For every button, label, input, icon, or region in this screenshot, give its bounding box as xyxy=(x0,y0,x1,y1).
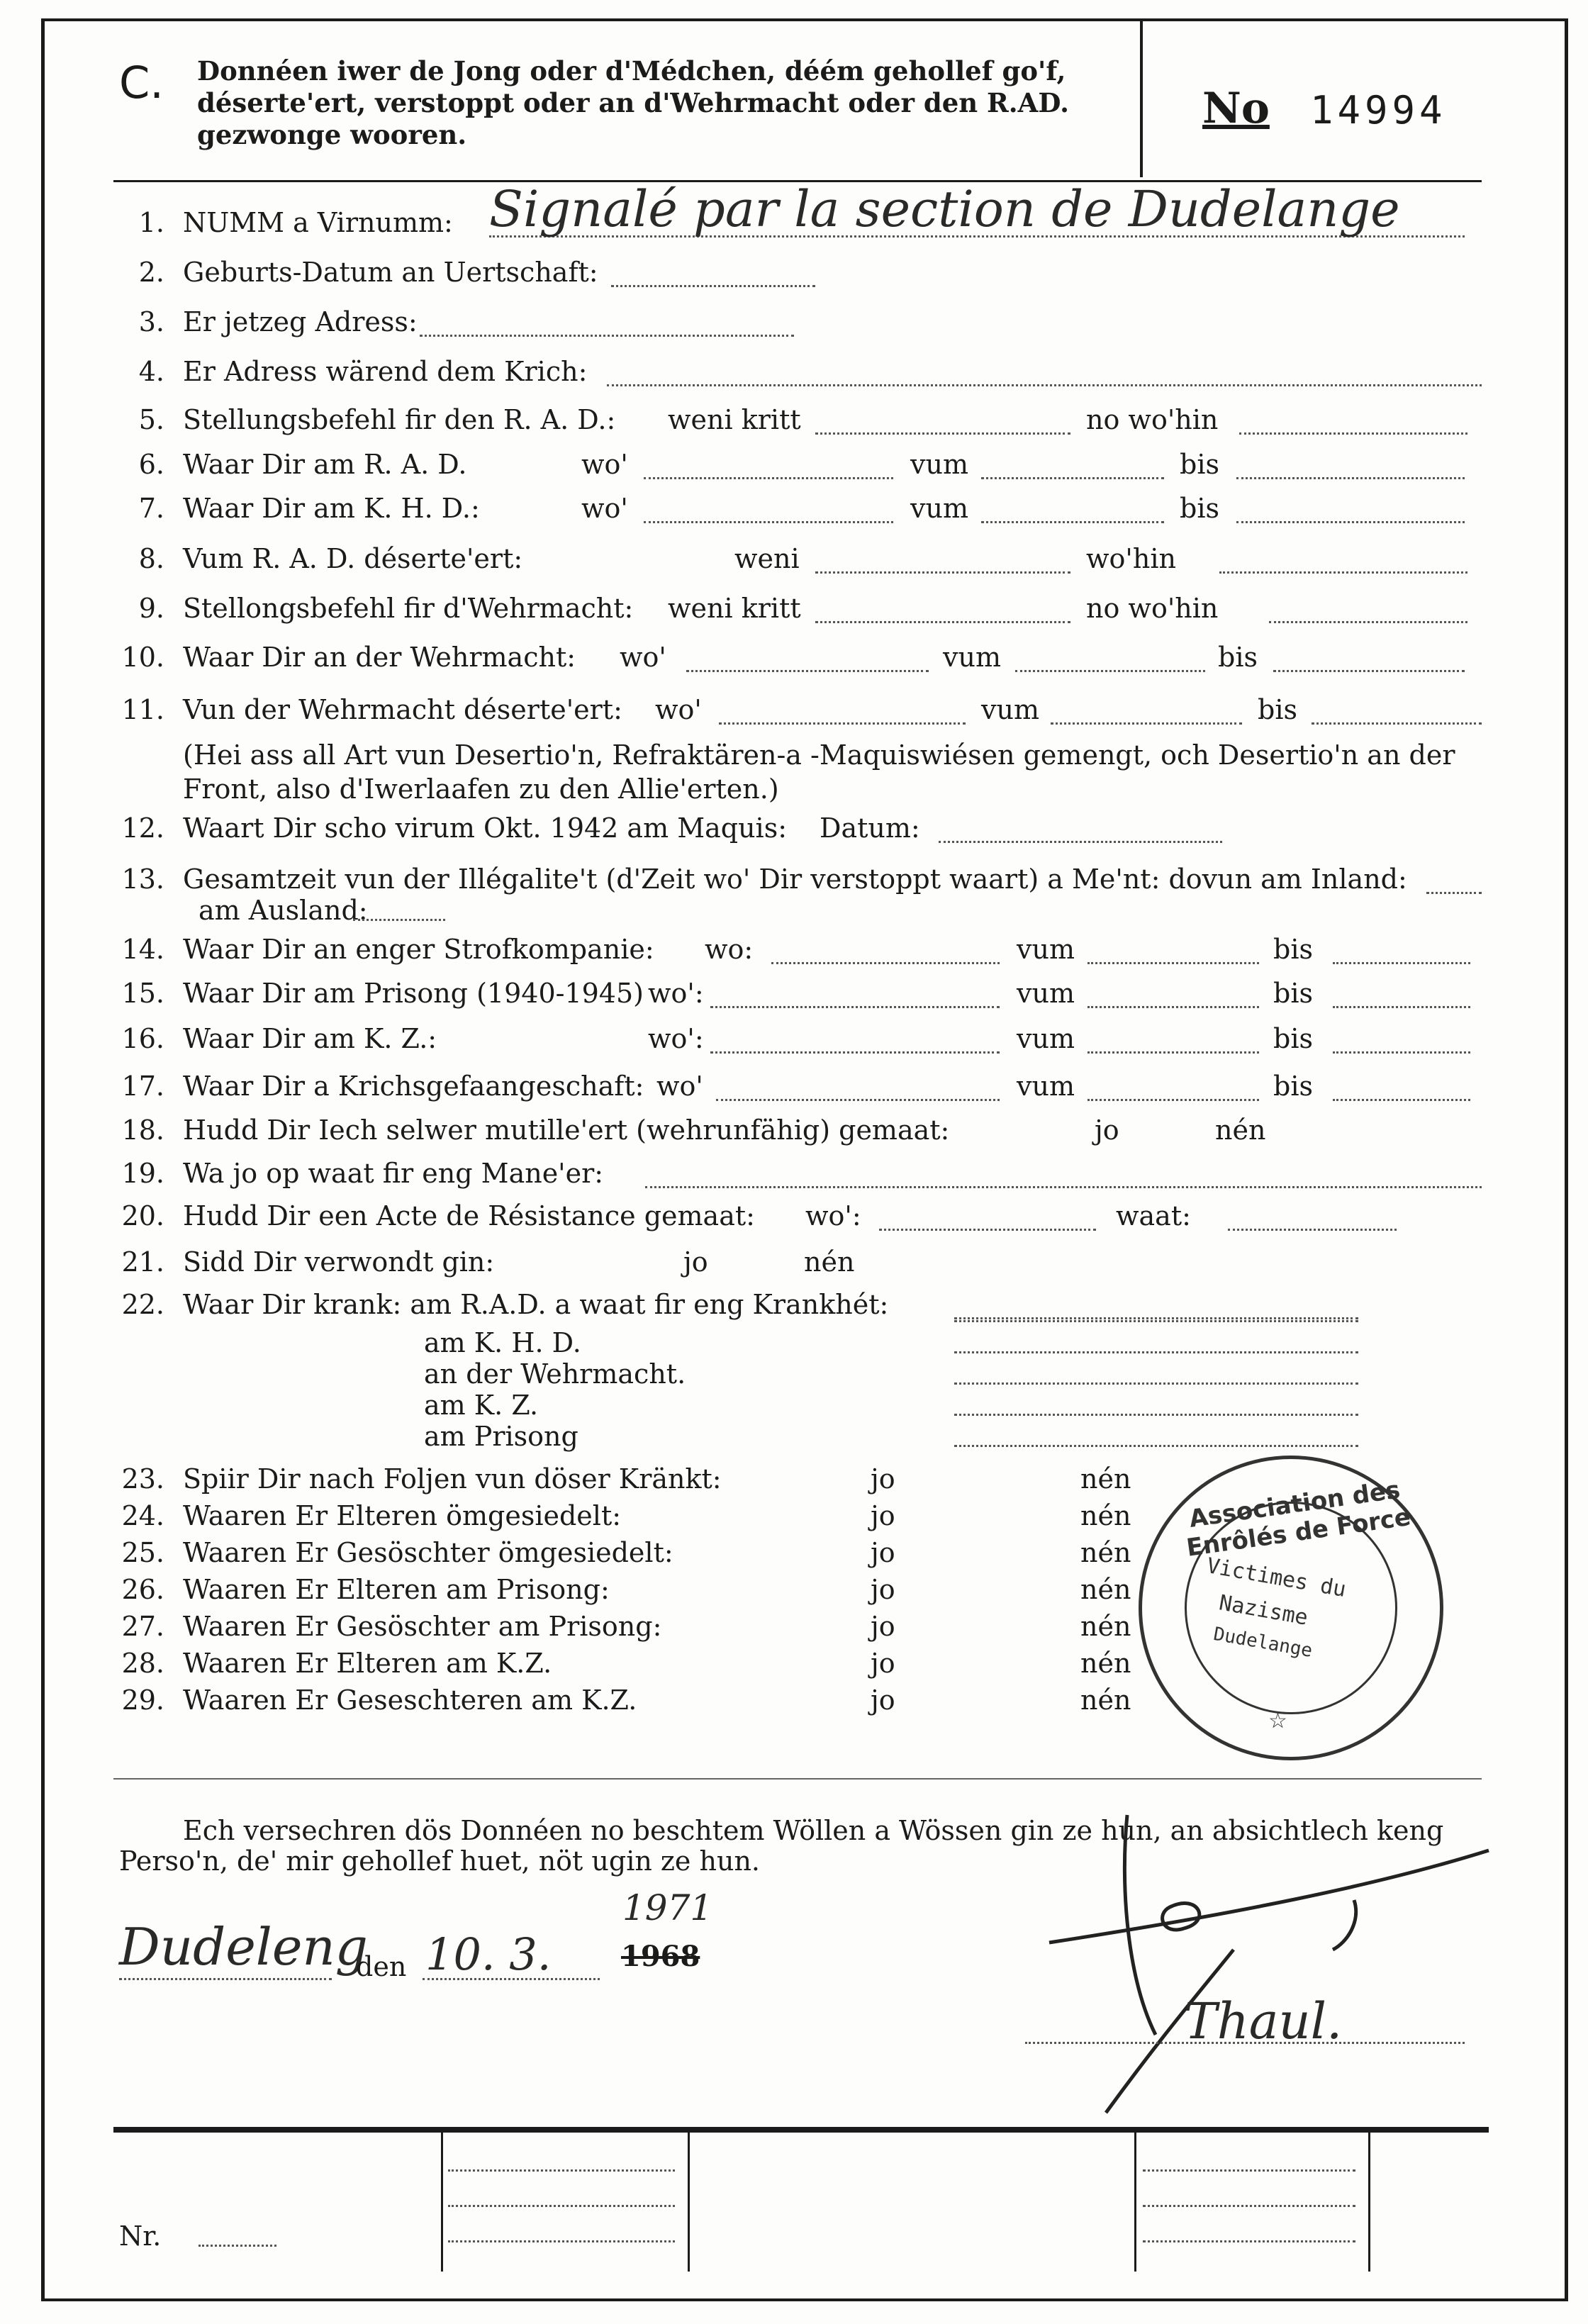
field-label: wo': xyxy=(648,978,704,1009)
row22-field-1[interactable] xyxy=(954,1320,1358,1322)
question-label: Waar Dir krank: am R.A.D. a waat fir eng Krankhét: xyxy=(183,1289,889,1320)
form-letter: C. xyxy=(119,57,164,108)
field-label: jo xyxy=(871,1537,895,1568)
table-cell-1c[interactable] xyxy=(448,2240,675,2242)
answer-field[interactable] xyxy=(1087,1099,1259,1101)
question-row xyxy=(0,978,1588,1015)
question-label: Waaren Er Gesöschter am Prisong: xyxy=(183,1611,662,1642)
question-row xyxy=(0,694,1588,731)
question-number: 16. xyxy=(121,1023,164,1054)
row11-note-2: Front, also d'Iwerlaafen zu den Allie'erten.) xyxy=(183,773,779,805)
question-label: Er jetzeg Adress: xyxy=(183,306,418,337)
field-label: jo xyxy=(871,1500,895,1531)
answer-field[interactable] xyxy=(1051,722,1242,725)
field-label: bis xyxy=(1258,694,1297,725)
question-number: 2. xyxy=(138,257,164,288)
question-number: 24. xyxy=(121,1500,164,1531)
field-label: jo xyxy=(871,1574,895,1605)
question-number: 15. xyxy=(121,978,164,1009)
question-label: Stellungsbefehl fir den R. A. D.: xyxy=(183,404,616,435)
field-label: vum xyxy=(910,449,968,480)
signature: Thaul. xyxy=(1184,1992,1343,2050)
field-label: vum xyxy=(1017,1023,1075,1054)
answer-field[interactable] xyxy=(644,477,893,479)
field-label: nén xyxy=(1080,1463,1131,1495)
table-cell-1a[interactable] xyxy=(448,2169,675,2172)
question-number: 7. xyxy=(138,493,164,524)
question-row xyxy=(0,543,1588,580)
question-number: 13. xyxy=(121,864,164,895)
answer-field[interactable] xyxy=(1236,477,1465,479)
field-label: bis xyxy=(1180,493,1219,524)
field-label: weni xyxy=(734,543,800,574)
row22-field-3[interactable] xyxy=(954,1382,1358,1385)
answer-field[interactable] xyxy=(1087,1051,1259,1054)
field-label: wo'hin xyxy=(1086,543,1176,574)
field-label: vum xyxy=(1017,978,1075,1009)
field-label: wo' xyxy=(581,449,628,480)
declaration-rule xyxy=(113,1778,1482,1780)
field-label: weni kritt xyxy=(668,593,801,624)
question-number: 17. xyxy=(121,1071,164,1102)
field-label: wo' xyxy=(655,694,702,725)
stamp-center-2: Nazisme xyxy=(1217,1590,1310,1631)
field-label: vum xyxy=(981,694,1039,725)
question-label: Waar Dir am Prisong (1940-1945) xyxy=(183,978,644,1009)
question-label: Waar Dir am K. H. D.: xyxy=(183,493,480,524)
answer-field[interactable] xyxy=(1087,1006,1259,1008)
question-number: 21. xyxy=(121,1246,164,1278)
question-number: 14. xyxy=(121,934,164,965)
field-label: nén xyxy=(1080,1685,1131,1716)
field-label: jo xyxy=(683,1246,708,1278)
question-number: 27. xyxy=(121,1611,164,1642)
question-label: Stellongsbefehl fir d'Wehrmacht: xyxy=(183,593,634,624)
table-col-3 xyxy=(1134,2130,1136,2272)
question-row xyxy=(0,1023,1588,1060)
field-label: bis xyxy=(1273,934,1313,965)
answer-field[interactable] xyxy=(815,621,1070,623)
question-row xyxy=(0,1246,1588,1283)
question-number: 18. xyxy=(121,1114,164,1146)
answer-field[interactable] xyxy=(879,1229,1096,1231)
field-label: wo' xyxy=(581,493,628,524)
question-label: Vun der Wehrmacht déserte'ert: xyxy=(183,694,622,725)
field-label: jo xyxy=(871,1611,895,1642)
answer-field[interactable] xyxy=(939,841,1222,843)
question-label: Waart Dir scho virum Okt. 1942 am Maquis: xyxy=(183,812,788,844)
stamp-outer-text: Association des Enrôlés de Force xyxy=(1185,1475,1413,1563)
field-label: no wo'hin xyxy=(1086,404,1219,435)
question-label: Wa jo op waat fir eng Mane'er: xyxy=(183,1158,604,1189)
field-label: vum xyxy=(1017,934,1075,965)
question-number: 22. xyxy=(121,1289,164,1320)
signature-field[interactable] xyxy=(1025,2042,1465,2044)
field-label: nén xyxy=(804,1246,855,1278)
place-field[interactable] xyxy=(119,1978,332,1980)
question-number: 8. xyxy=(138,543,164,574)
association-stamp xyxy=(1139,1456,1443,1760)
table-col-4 xyxy=(1368,2130,1370,2272)
field-label: nén xyxy=(1215,1114,1266,1146)
field-label: jo xyxy=(871,1463,895,1495)
answer-field[interactable] xyxy=(686,670,929,672)
row22-sub-1: am K. H. D. xyxy=(424,1327,581,1358)
answer-field[interactable] xyxy=(1219,571,1467,574)
field-label: bis xyxy=(1273,1023,1313,1054)
signature-scribble xyxy=(1021,1801,1517,2127)
field-label: vum xyxy=(910,493,968,524)
den-label: den xyxy=(356,1951,407,1982)
answer-field[interactable] xyxy=(420,335,794,337)
question-label: Waar Dir an enger Strofkompanie: xyxy=(183,934,654,965)
answer-field[interactable] xyxy=(710,1051,1000,1054)
question-number: 10. xyxy=(121,642,164,673)
answer-field[interactable] xyxy=(1228,1229,1397,1231)
question-label: Hudd Dir Iech selwer mutille'ert (wehrunfähig) gemaat: xyxy=(183,1114,950,1146)
question-label: Waar Dir am R. A. D. xyxy=(183,449,467,480)
answer-field[interactable] xyxy=(644,521,893,523)
question-row xyxy=(0,642,1588,678)
answer-field[interactable] xyxy=(719,722,966,725)
answer-field[interactable] xyxy=(716,1099,1000,1101)
year-corrected: 1971 xyxy=(622,1887,713,1928)
question-label: Waar Dir a Krichsgefaangeschaft: xyxy=(183,1071,644,1102)
question-label: Waaren Er Elteren am K.Z. xyxy=(183,1648,552,1679)
handwritten-answer: Signalé par la section de Dudelange xyxy=(489,180,1400,238)
field-label: vum xyxy=(943,642,1001,673)
answer-field[interactable] xyxy=(645,1186,1482,1188)
question-label: Waaren Er Elteren am Prisong: xyxy=(183,1574,610,1605)
field-label: wo: xyxy=(705,934,754,965)
answer-field[interactable] xyxy=(1333,1006,1470,1008)
field-label: wo': xyxy=(805,1200,861,1231)
question-number: 20. xyxy=(121,1200,164,1231)
question-row xyxy=(0,306,1588,343)
year-printed: 1968 xyxy=(621,1940,700,1973)
answer-field[interactable] xyxy=(1269,621,1467,623)
field-label: jo xyxy=(871,1648,895,1679)
question-label: Gesamtzeit vun der Illégalite't (d'Zeit wo' Dir verstoppt waart) a Me'nt: dovun am Inland: xyxy=(183,864,1407,895)
table-col-2 xyxy=(688,2130,690,2272)
question-label: Sidd Dir verwondt gin: xyxy=(183,1246,495,1278)
question-number: 12. xyxy=(121,812,164,844)
field-label: nén xyxy=(1080,1648,1131,1679)
question-label: Waar Dir an der Wehrmacht: xyxy=(183,642,576,673)
field-label: bis xyxy=(1273,1071,1313,1102)
answer-field[interactable] xyxy=(710,1006,1000,1008)
row22-field-2[interactable] xyxy=(954,1351,1358,1353)
field-label: nén xyxy=(1080,1500,1131,1531)
table-cell-3a[interactable] xyxy=(1143,2169,1355,2172)
question-label: Waaren Er Gesöschter ömgesiedelt: xyxy=(183,1537,673,1568)
nr-label: Nr. xyxy=(119,2220,162,2252)
answer-field[interactable] xyxy=(1333,1051,1470,1054)
field-label: nén xyxy=(1080,1611,1131,1642)
question-number: 19. xyxy=(121,1158,164,1189)
question-row xyxy=(0,812,1588,849)
field-label: waat: xyxy=(1116,1200,1191,1231)
question-row xyxy=(0,356,1588,393)
answer-field[interactable] xyxy=(1015,670,1205,672)
number-label: No xyxy=(1202,84,1270,133)
question-row xyxy=(0,180,1588,244)
stamp-center-3: Dudelange xyxy=(1212,1623,1314,1663)
question-label: Hudd Dir een Acte de Résistance gemaat: xyxy=(183,1200,755,1231)
question-number: 29. xyxy=(121,1685,164,1716)
signing-place: Dudeleng xyxy=(119,1917,368,1977)
field-label: bis xyxy=(1180,449,1219,480)
answer-field[interactable] xyxy=(815,432,1070,435)
question-row xyxy=(0,1114,1588,1151)
field-label: wo' xyxy=(656,1071,703,1102)
question-row xyxy=(0,449,1588,486)
question-number: 25. xyxy=(121,1537,164,1568)
question-row xyxy=(0,493,1588,530)
question-label: Er Adress wärend dem Krich: xyxy=(183,356,588,387)
stamp-center-1: Victimes du xyxy=(1204,1553,1348,1602)
question-number: 23. xyxy=(121,1463,164,1495)
answer-field[interactable] xyxy=(611,285,815,287)
question-label: Spiir Dir nach Foljen vun döser Kränkt: xyxy=(183,1463,722,1495)
question-row xyxy=(0,934,1588,971)
question-number: 1. xyxy=(138,207,164,238)
footer-rule xyxy=(113,2127,1489,2133)
field-label: no wo'hin xyxy=(1086,593,1219,624)
field-label: bis xyxy=(1218,642,1258,673)
answer-field[interactable] xyxy=(1236,521,1465,523)
question-number: 4. xyxy=(138,356,164,387)
field-label: vum xyxy=(1017,1071,1075,1102)
answer-field[interactable] xyxy=(981,521,1164,523)
table-cell-3b[interactable] xyxy=(1143,2205,1355,2207)
question-number: 28. xyxy=(121,1648,164,1679)
question-row xyxy=(0,1200,1588,1237)
star-icon: ☆ xyxy=(1268,1709,1287,1733)
declaration-line-2: Perso'n, de' mir gehollef huet, nöt ugin ze hun. xyxy=(119,1845,761,1877)
answer-field[interactable] xyxy=(1273,670,1465,672)
question-label: Waaren Er Geseschteren am K.Z. xyxy=(183,1685,637,1716)
form-header-text: Donnéen iwer de Jong oder d'Médchen, déém gehollef go'f, déserte'ert, verstoppt oder an d'Wehrmacht oder den R.AD. gezwonge wooren. xyxy=(197,55,1070,150)
row22-field-4[interactable] xyxy=(954,1414,1358,1416)
field-label: Datum: xyxy=(820,812,920,844)
declaration-line-1: Ech versechren dös Donnéen no beschtem Wöllen a Wössen gin ze hun, an absichtlech keng xyxy=(183,1815,1444,1846)
table-cell-3c[interactable] xyxy=(1143,2240,1355,2242)
question-number: 9. xyxy=(138,593,164,624)
field-label: jo xyxy=(871,1685,895,1716)
field-label: nén xyxy=(1080,1537,1131,1568)
answer-field[interactable] xyxy=(954,1317,1358,1319)
field-label: nén xyxy=(1080,1574,1131,1605)
row22-sub-4: am Prisong xyxy=(424,1421,578,1452)
answer-field[interactable] xyxy=(815,571,1070,574)
row22-field-5[interactable] xyxy=(954,1445,1358,1447)
answer-field[interactable] xyxy=(1239,432,1467,435)
header-divider xyxy=(1140,20,1143,177)
row13-abroad-field[interactable] xyxy=(353,919,445,921)
question-row xyxy=(0,1071,1588,1107)
question-row xyxy=(0,1158,1588,1195)
question-row xyxy=(0,593,1588,630)
question-number: 5. xyxy=(138,404,164,435)
answer-field[interactable] xyxy=(607,384,1482,386)
table-col-1 xyxy=(441,2130,443,2272)
question-row xyxy=(0,257,1588,294)
row22-sub-2: an der Wehrmacht. xyxy=(424,1358,686,1390)
answer-field[interactable] xyxy=(981,477,1164,479)
answer-field[interactable] xyxy=(1312,722,1482,725)
question-label: Vum R. A. D. déserte'ert: xyxy=(183,543,523,574)
question-number: 3. xyxy=(138,306,164,337)
answer-field[interactable] xyxy=(771,962,1000,964)
row22-sub-3: am K. Z. xyxy=(424,1390,539,1421)
answer-field[interactable] xyxy=(1333,962,1470,964)
field-label: weni kritt xyxy=(668,404,801,435)
question-label: Waar Dir am K. Z.: xyxy=(183,1023,437,1054)
field-label: bis xyxy=(1273,978,1313,1009)
question-row xyxy=(0,404,1588,441)
date-field[interactable] xyxy=(423,1978,600,1980)
answer-field[interactable] xyxy=(1426,892,1482,894)
row11-note: (Hei ass all Art vun Desertio'n, Refraktären-a -Maquiswiésen gemengt, och Desertio'n an der xyxy=(183,739,1455,771)
question-number: 11. xyxy=(121,694,164,725)
question-label: NUMM a Virnumm: xyxy=(183,207,453,238)
answer-field[interactable] xyxy=(1087,962,1259,964)
answer-field[interactable] xyxy=(1333,1099,1470,1101)
question-number: 6. xyxy=(138,449,164,480)
question-label: Waaren Er Elteren ömgesiedelt: xyxy=(183,1500,622,1531)
table-cell-1b[interactable] xyxy=(448,2205,675,2207)
question-label: Geburts-Datum an Uertschaft: xyxy=(183,257,598,288)
field-label: jo xyxy=(1095,1114,1119,1146)
form-number: 14994 xyxy=(1310,88,1447,133)
field-label: wo': xyxy=(648,1023,704,1054)
field-label: wo' xyxy=(620,642,666,673)
signing-date: 10. 3. xyxy=(425,1928,552,1980)
nr-field[interactable] xyxy=(198,2245,276,2247)
question-number: 26. xyxy=(121,1574,164,1605)
row13-abroad: am Ausland: xyxy=(198,895,368,926)
